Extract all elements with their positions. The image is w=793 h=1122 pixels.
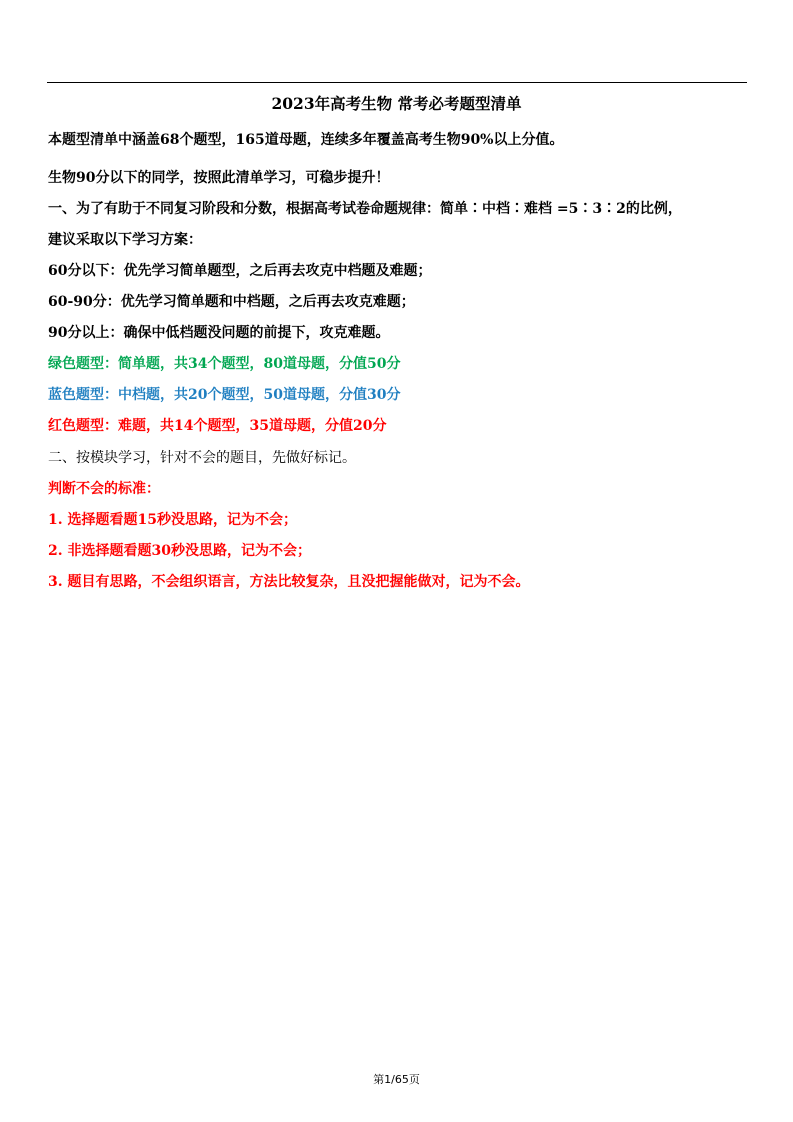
plan-below-60: 60分以下：优先学习简单题型，之后再去攻克中档题及难题； — [48, 263, 432, 279]
criteria-item-2: 2. 非选择题看题30秒没思路，记为不会； — [48, 543, 311, 559]
intro-target: 生物90分以下的同学，按照此清单学习，可稳步提升！ — [48, 170, 390, 186]
header-rule — [47, 82, 747, 83]
plan-above-90: 90分以上：确保中低档题没问题的前提下，攻克难题。 — [48, 325, 390, 341]
section-one-heading: 一、为了有助于不同复习阶段和分数，根据高考试卷命题规律：简单∶中档∶难档 =5∶3∶2的比例， — [48, 201, 682, 217]
page-title: 2023年高考生物 常考必考题型清单 — [271, 94, 522, 113]
section-two-heading: 二、按模块学习，针对不会的题目，先做好标记。 — [48, 450, 356, 466]
green-types-line: 绿色题型：简单题，共34个题型，80道母题，分值50分 — [48, 356, 401, 372]
criteria-item-3: 3. 题目有思路，不会组织语言，方法比较复杂，且没把握能做对，记为不会。 — [48, 574, 530, 590]
plan-60-90: 60-90分：优先学习简单题和中档题，之后再去攻克难题； — [48, 294, 415, 310]
section-one-continuation: 建议采取以下学习方案： — [48, 232, 202, 248]
criteria-item-1: 1. 选择题看题15秒没思路，记为不会； — [48, 512, 297, 528]
blue-types-line: 蓝色题型：中档题，共20个题型，50道母题，分值30分 — [48, 387, 401, 403]
intro-coverage: 本题型清单中涵盖68个题型，165道母题，连续多年覆盖高考生物90%以上分值。 — [48, 132, 564, 148]
page-number: 第1/65页 — [373, 1073, 420, 1086]
criteria-heading: 判断不会的标准： — [48, 481, 160, 497]
red-types-line: 红色题型：难题，共14个题型，35道母题，分值20分 — [48, 418, 387, 434]
